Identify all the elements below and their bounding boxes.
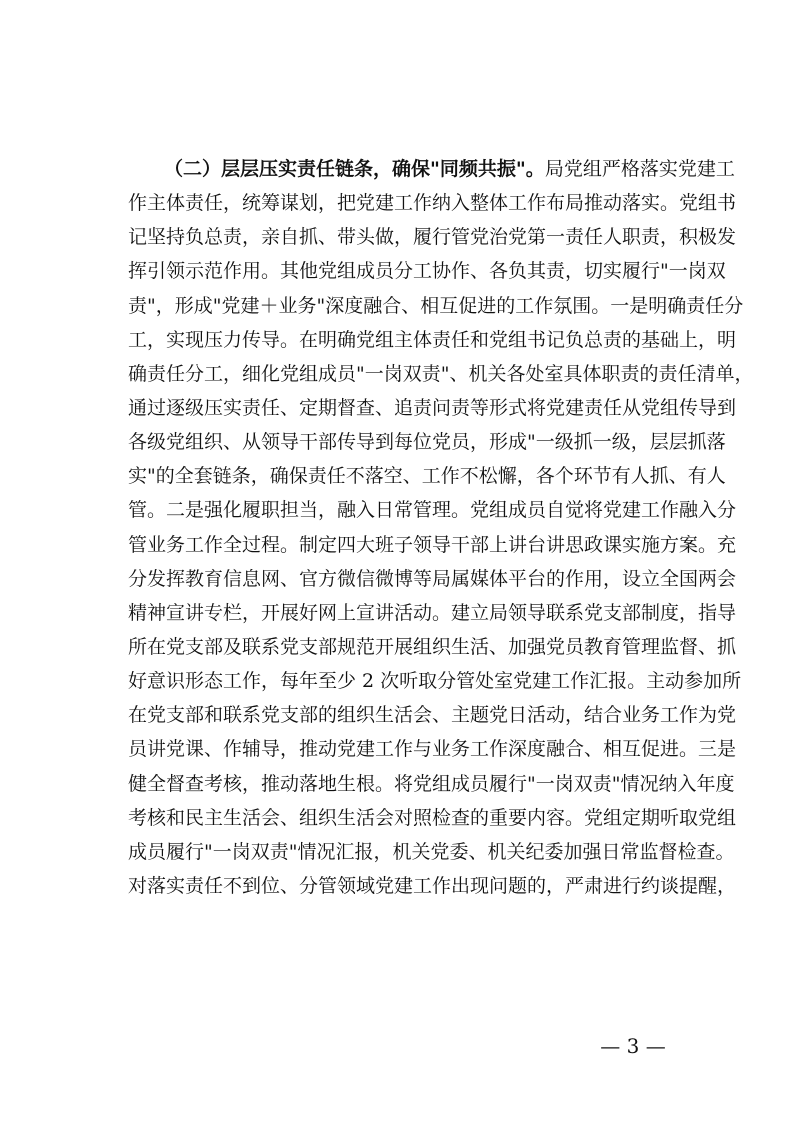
paragraph-line-21: 成员履行"一岗双责"情况汇报，机关党委、机关纪委加强日常监督检查。 [128,840,735,863]
paragraph-line-22: 对落实责任不到位、分管领域党建工作出现问题的，严肃进行约谈提醒， [128,874,737,897]
page-number: — 3 — [600,1034,666,1058]
paragraph-line-18: 员讲党课、作辅导，推动党建工作与业务工作深度融合、相互促进。三是 [128,738,737,761]
paragraph-line-4: 挥引领示范作用。其他党组成员分工协作、各负其责，切实履行"一岗双 [128,260,726,283]
paragraph-line-6: 工，实现压力传导。在明确党组主体责任和党组书记负总责的基础上，明 [128,328,737,351]
paragraph-line-5: 责"，形成"党建＋业务"深度融合、相互促进的工作氛围。一是明确责任分 [128,294,744,317]
paragraph-line-10: 实"的全套链条，确保责任不落空、工作不松懈，各个环节有人抓、有人 [128,465,726,488]
paragraph-line-16: 好意识形态工作，每年至少 2 次听取分管处室党建工作汇报。主动参加所 [128,670,742,693]
section-heading: （二）层层压实责任链条，确保"同频共振"。 [164,158,545,180]
body-paragraph [128,152,754,903]
paragraph-line-14: 精神宣讲专栏，开展好网上宣讲活动。建立局领导联系党支部制度，指导 [128,601,737,624]
paragraph-line-17: 在党支部和联系党支部的组织生活会、主题党日活动，结合业务工作为党 [128,704,737,727]
paragraph-line-9: 各级党组织、从领导干部传导到每位党员，形成"一级抓一级，层层抓落 [128,431,726,454]
paragraph-line-1 [128,152,735,186]
paragraph-line-3: 记坚持负总责，亲自抓、带头做，履行管党治党第一责任人职责，积极发 [128,226,737,249]
paragraph-line-12: 管业务工作全过程。制定四大班子领导干部上讲台讲思政课实施方案。充 [128,533,737,556]
paragraph-line-20: 考核和民主生活会、组织生活会对照检查的重要内容。党组定期听取党组 [128,806,737,829]
paragraph-line-11: 管。二是强化履职担当，融入日常管理。党组成员自觉将党建工作融入分 [128,499,737,522]
paragraph-line-1-text: 局党组严格落实党建工 [544,158,735,180]
paragraph-line-19: 健全督查考核，推动落地生根。将党组成员履行"一岗双责"情况纳入年度 [128,772,735,795]
paragraph-line-2: 作主体责任，统筹谋划，把党建工作纳入整体工作布局推动落实。党组书 [128,192,737,215]
paragraph-line-15: 所在党支部及联系党支部规范开展组织生活、加强党员教育管理监督、抓 [128,635,737,658]
paragraph-line-13: 分发挥教育信息网、官方微信微博等局属媒体平台的作用，设立全国两会 [128,567,737,590]
paragraph-line-8: 通过逐级压实责任、定期督查、追责问责等形式将党建责任从党组传导到 [128,396,737,419]
paragraph-line-7: 确责任分工，细化党组成员"一岗双责"、机关各处室具体职责的责任清单， [128,362,754,385]
